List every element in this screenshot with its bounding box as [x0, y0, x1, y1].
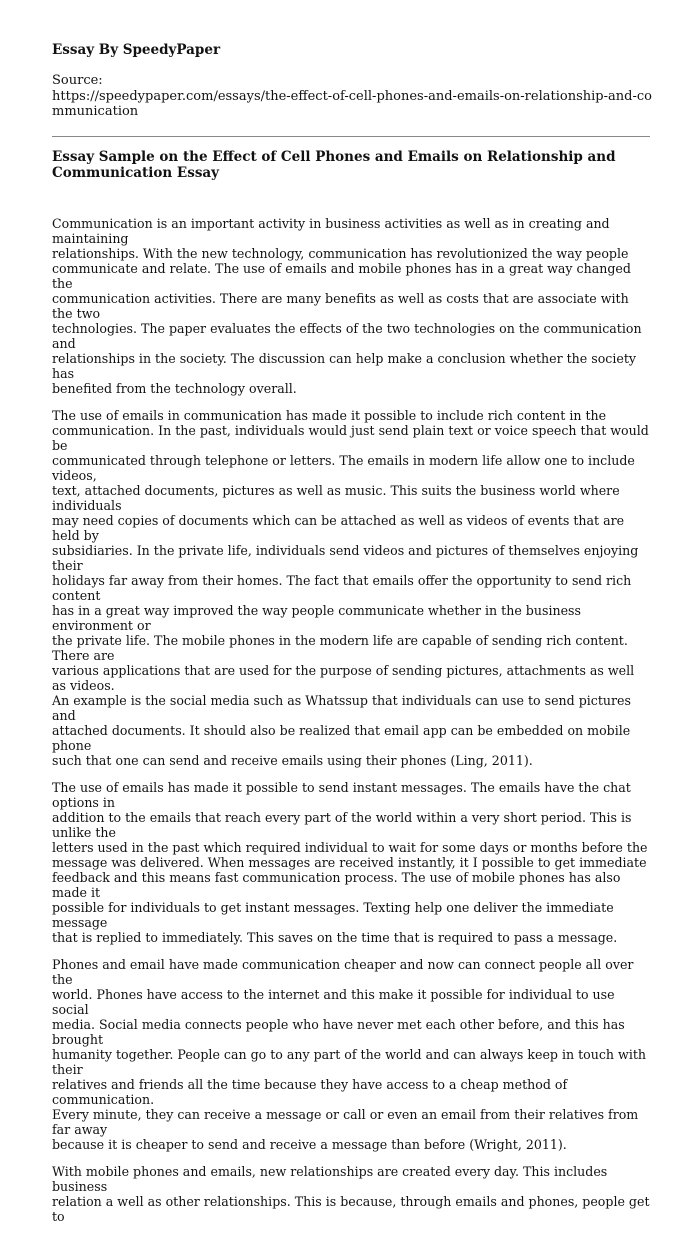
paragraph: The use of emails in communication has made it possible to include rich content in the communication. In the past, individuals would just send plain text or voice speech that would be communicated through telephone or letters. The emails in modern life allow one to include videos, text, attached documents, pictures as well as music. This suits the business world where individuals may need copies of documents which can be attached as well as videos of events that are held by subsidiaries. In the private life, individuals send videos and pictures of themselves enjoying their holidays far away from their homes. The fact that emails offer the opportunity to send rich content has in a great way improved the way people communicate whether in the business environment or the private life. The mobile phones in the modern life are capable of sending rich content. There are various applications that are used for the purpose of sending pictures, attachments as well as videos. An example is the social media such as Whatssup that individuals can use to send pictures and attached documents. It should also be realized that email app can be embedded on mobile phone such that one can send and receive emails using their phones (Ling, 2011).: [52, 408, 649, 768]
paragraph: With mobile phones and emails, new relationships are created every day. This includes business relation a well as other relationships. This is because, through emails and phones, people get to: [52, 1164, 650, 1224]
paragraph: The use of emails has made it possible to send instant messages. The emails have the chat options in addition to the emails that reach every part of the world within a very short period. This is unlike the letters used in the past which required individual to wait for some days or months before the message was delivered. When messages are received instantly, it I possible to get immediate feedback and this means fast communication process. The use of mobile phones has also made it possible for individuals to get instant messages. Texting help one deliver the immediate message that is replied to immediately. This saves on the time that is required to pass a message.: [52, 780, 648, 945]
source-block: [52, 73, 662, 120]
paragraph: Communication is an important activity in business activities as well as in creating and maintaining relationships. With the new technology, communication has revolutionized the way people communicate and relate. The use of emails and mobile phones has in a great way changed the communication activities. There are many benefits as well as costs that are associate with the two technologies. The paper evaluates the effects of the two technologies on the communication and relationships in the society. The discussion can help make a conclusion whether the society has benefited from the technology overall.: [52, 216, 642, 396]
source-label: Source:: [52, 73, 103, 88]
essay-title: Essay Sample on the Effect of Cell Phones and Emails on Relationship and Communication Essay: [52, 149, 616, 181]
paragraph: Phones and email have made communication cheaper and now can connect people all over the world. Phones have access to the internet and this make it possible for individual to use social media. Social media connects people who have never met each other before, and this has brought humanity together. People can go to any part of the world and can always keep in touch with their relatives and friends all the time because they have access to a cheap method of communication. Every minute, they can receive a message or call or even an email from their relatives from far away because it is cheaper to send and receive a message than before (Wright, 2011).: [52, 957, 647, 1152]
source-url: https://speedypaper.com/essays/the-effect-of-cell-phones-and-emails-on-relationship-and-communication: [52, 88, 652, 119]
essay-body: [52, 216, 652, 1236]
header-divider: [52, 136, 650, 137]
document-header-title: Essay By SpeedyPaper: [52, 42, 221, 58]
